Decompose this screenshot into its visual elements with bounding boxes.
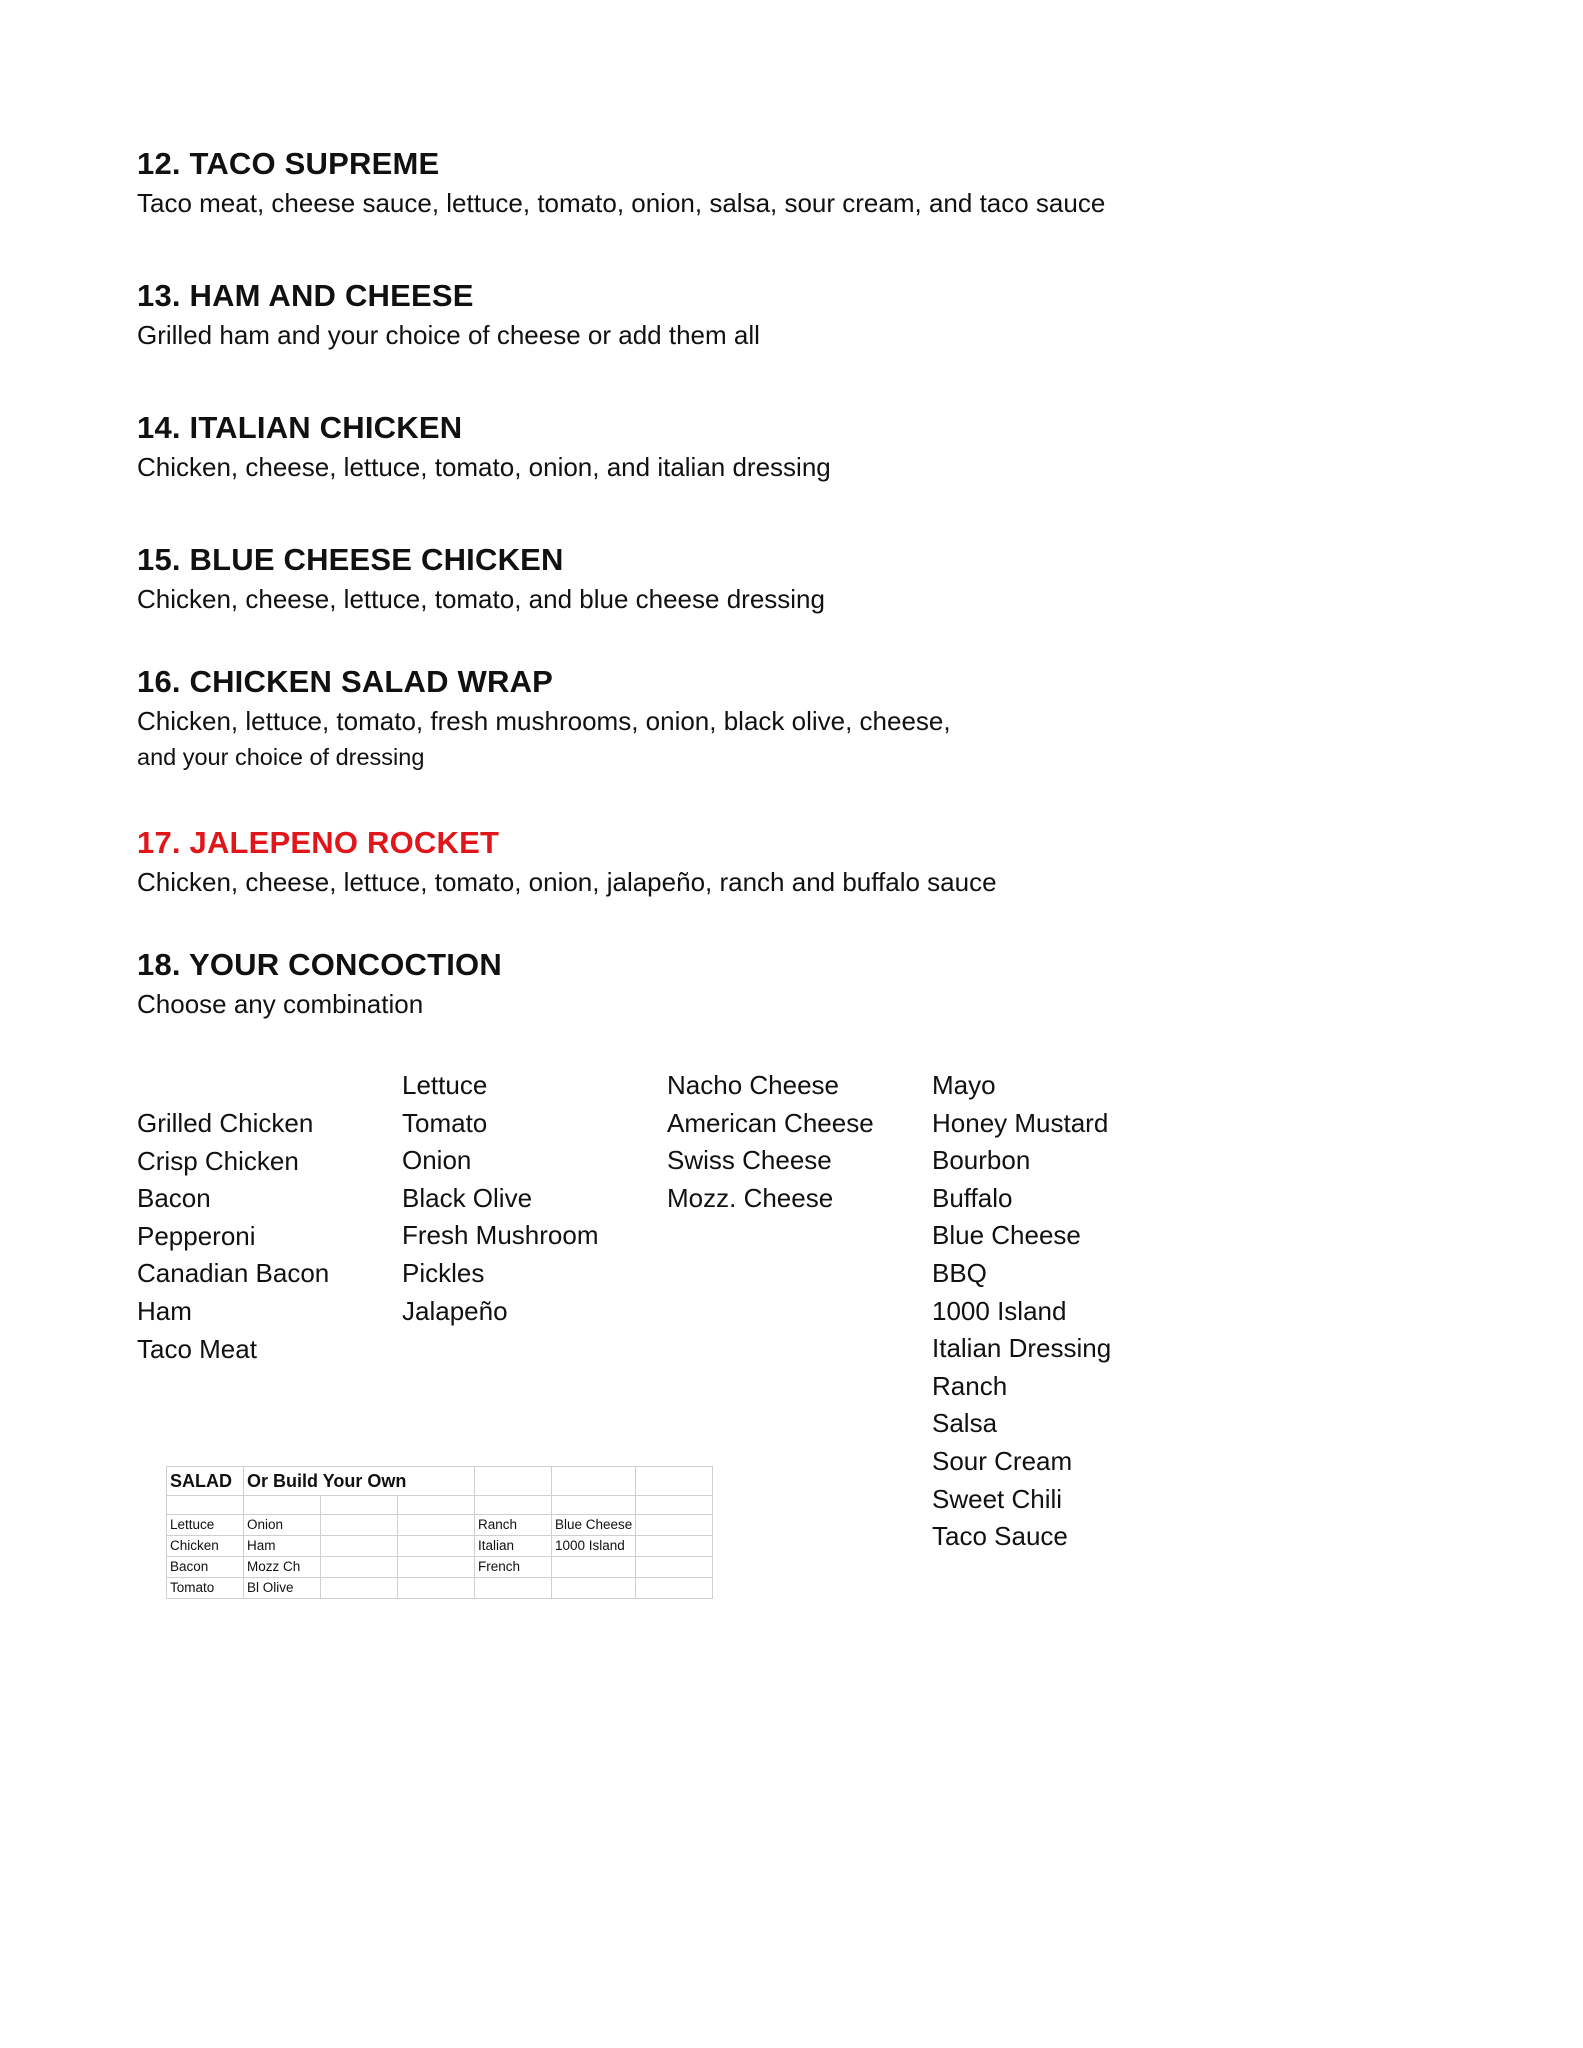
ingredient-option: Pickles xyxy=(402,1257,485,1288)
ingredient-option: Ranch xyxy=(932,1370,1008,1401)
table-row xyxy=(167,1496,713,1515)
table-cell xyxy=(321,1515,398,1536)
ingredient-option: Sweet Chili xyxy=(932,1483,1063,1514)
menu-item-13 xyxy=(137,277,1437,354)
item-description: Chicken, cheese, lettuce, tomato, and blue cheese dressing xyxy=(137,584,825,614)
table-cell xyxy=(398,1515,475,1536)
table-cell: Blue Cheese xyxy=(552,1515,636,1536)
ingredient-option: Grilled Chicken xyxy=(137,1108,314,1138)
item-title: 17. JALEPENO ROCKET xyxy=(137,825,500,860)
salad-table xyxy=(166,1466,713,1599)
table-cell xyxy=(636,1536,713,1557)
table-cell xyxy=(321,1536,398,1557)
ingredient-option: Italian Dressing xyxy=(932,1333,1112,1364)
item-title: 13. HAM AND CHEESE xyxy=(137,278,474,313)
menu-item-16 xyxy=(137,663,1437,774)
table-cell: 1000 Island xyxy=(552,1536,636,1557)
table-cell xyxy=(398,1578,475,1599)
table-cell xyxy=(321,1578,398,1599)
ingredient-option: Buffalo xyxy=(932,1182,1013,1213)
menu-item-14 xyxy=(137,409,1437,486)
ingredient-option: Bourbon xyxy=(932,1145,1031,1176)
ingredient-option: Jalapeño xyxy=(402,1295,508,1326)
table-cell: Lettuce xyxy=(167,1515,244,1536)
ingredient-option: Mayo xyxy=(932,1070,996,1100)
item-description: Choose any combination xyxy=(137,989,424,1019)
menu-item-15 xyxy=(137,541,1437,618)
veggies-column xyxy=(402,1067,599,1330)
table-cell: Bacon xyxy=(167,1557,244,1578)
ingredient-option: Taco Sauce xyxy=(932,1521,1068,1552)
table-row xyxy=(167,1515,713,1536)
ingredient-option: BBQ xyxy=(932,1257,987,1288)
salad-table-header-row xyxy=(167,1467,713,1496)
table-cell: Chicken xyxy=(167,1536,244,1557)
table-cell xyxy=(552,1557,636,1578)
ingredient-option: Black Olive xyxy=(402,1182,533,1213)
ingredient-option: Tomato xyxy=(402,1107,488,1138)
table-cell xyxy=(398,1536,475,1557)
item-title: 15. BLUE CHEESE CHICKEN xyxy=(137,542,564,577)
item-title: 12. TACO SUPREME xyxy=(137,146,440,181)
ingredient-option: Crisp Chicken xyxy=(137,1145,299,1176)
table-row xyxy=(167,1536,713,1557)
salad-title: SALAD xyxy=(167,1467,244,1496)
item-description-cont: and your choice of dressing xyxy=(137,744,425,770)
ingredient-option: Sour Cream xyxy=(932,1445,1073,1476)
table-row xyxy=(167,1578,713,1599)
ingredient-option: Bacon xyxy=(137,1183,211,1214)
table-row xyxy=(167,1557,713,1578)
ingredient-option: Lettuce xyxy=(402,1070,488,1100)
table-cell: Ham xyxy=(244,1536,321,1557)
item-description: Chicken, cheese, lettuce, tomato, onion, and italian dressing xyxy=(137,452,831,482)
menu-item-12 xyxy=(137,145,1437,222)
salad-subtitle: Or Build Your Own xyxy=(244,1467,475,1496)
ingredient-option: American Cheese xyxy=(667,1107,874,1138)
ingredient-option: Fresh Mushroom xyxy=(402,1220,599,1251)
ingredient-option: Pepperoni xyxy=(137,1220,256,1251)
item-description: Taco meat, cheese sauce, lettuce, tomato, onion, salsa, sour cream, and taco sauce xyxy=(137,188,1106,218)
ingredient-option: Taco Meat xyxy=(137,1333,257,1364)
table-cell xyxy=(636,1578,713,1599)
item-description: Grilled ham and your choice of cheese or add them all xyxy=(137,320,760,350)
table-cell: Tomato xyxy=(167,1578,244,1599)
table-cell: Ranch xyxy=(475,1515,552,1536)
item-title: 18. YOUR CONCOCTION xyxy=(137,947,502,982)
ingredient-option: Canadian Bacon xyxy=(137,1258,330,1289)
table-cell: Bl Olive xyxy=(244,1578,321,1599)
menu-item-18 xyxy=(137,946,1437,1023)
proteins-column xyxy=(137,1105,329,1368)
table-cell xyxy=(552,1578,636,1599)
ingredient-option: Honey Mustard xyxy=(932,1107,1109,1138)
cheeses-column xyxy=(667,1067,874,1217)
table-cell xyxy=(636,1557,713,1578)
ingredient-option: Salsa xyxy=(932,1408,998,1439)
ingredient-option: Onion xyxy=(402,1145,472,1176)
sauces-column xyxy=(932,1067,1111,1556)
menu-item-17 xyxy=(137,824,1437,901)
item-description: Chicken, lettuce, tomato, fresh mushrooms, onion, black olive, cheese, xyxy=(137,706,951,736)
ingredient-option: Nacho Cheese xyxy=(667,1070,839,1100)
table-cell xyxy=(475,1578,552,1599)
table-cell: Onion xyxy=(244,1515,321,1536)
ingredient-option: Mozz. Cheese xyxy=(667,1182,834,1213)
table-cell xyxy=(321,1557,398,1578)
table-cell xyxy=(636,1515,713,1536)
table-cell: French xyxy=(475,1557,552,1578)
item-title: 16. CHICKEN SALAD WRAP xyxy=(137,664,554,699)
item-title: 14. ITALIAN CHICKEN xyxy=(137,410,463,445)
ingredient-option: 1000 Island xyxy=(932,1295,1067,1326)
table-cell xyxy=(398,1557,475,1578)
ingredient-option: Blue Cheese xyxy=(932,1220,1081,1251)
ingredient-option: Swiss Cheese xyxy=(667,1145,832,1176)
table-cell: Mozz Ch xyxy=(244,1557,321,1578)
table-cell: Italian xyxy=(475,1536,552,1557)
item-description: Chicken, cheese, lettuce, tomato, onion, jalapeño, ranch and buffalo sauce xyxy=(137,867,997,897)
ingredient-option: Ham xyxy=(137,1295,192,1326)
